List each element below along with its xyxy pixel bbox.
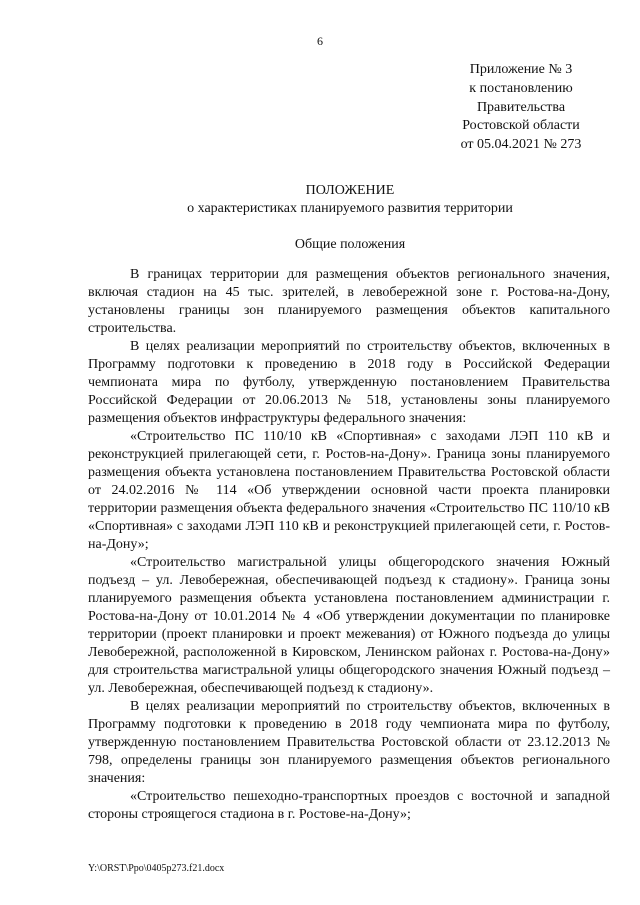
body-paragraph: В границах территории для размещения объектов регионального значения, включая стадион на 45 тыс. зрителей, в левобережной зоне г. Ростова-на-Дону, установлены границы зон планируемого размещения объектов капитального строительства. (88, 267, 610, 336)
appendix-line: Приложение № 3 (469, 62, 573, 77)
body-paragraph: «Строительство магистральной улицы общегородского значения Южный подъезд – ул. Левобережная, обеспечивающей подъезд к стадиону». Граница зоны планируемого размещения объекта установлена постановлением администрации г. Ростова-на-Дону от 10.01.2014 № 4 «Об утверждении документации по планировке территории (проект планировки и проект межевания) от Южного подъезда до улицы Левобережной, расположенной в Кировском, Ленинском районах г. Ростова-на-Дону» для строительства магистральной улицы общегородского значения Южный подъезд – ул. Левобережная, обеспечивающей подъезд к стадиону». (88, 555, 610, 696)
document-subtitle: о характеристиках планируемого развития территории (187, 201, 513, 216)
appendix-block (446, 61, 596, 155)
page-number: 6 (317, 34, 323, 48)
appendix-line: к постановлению (469, 80, 573, 96)
appendix-line: Ростовской области (462, 118, 580, 134)
body-paragraph: «Строительство пешеходно-транспортных проездов с восточной и западной стороны строящегося стадиона в г. Ростове-на-Дону»; (88, 789, 610, 822)
document-body (88, 266, 610, 824)
body-paragraph: В целях реализации мероприятий по строительству объектов, включенных в Программу подготовки к проведению в 2018 году чемпионата мира по футболу, утвержденную постановлением Правительства Ростовской области от 23.12.2013 № 798, определены границы зон планируемого размещения объектов регионального значения: (88, 699, 610, 786)
section-heading: Общие положения (294, 237, 406, 252)
document-title: ПОЛОЖЕНИЕ (305, 183, 395, 198)
body-paragraph: «Строительство ПС 110/10 кВ «Спортивная» с заходами ЛЭП 110 кВ и реконструкцией прилегающей сети, г. Ростов-на-Дону». Граница зоны планируемого размещения объекта установлена постановлением Правительства Ростовской области от 24.02.2016 № 114 «Об утверждении основной части проекта планировки территории размещения объекта федерального значения «Строительство ПС 110/10 кВ «Спортивная» с заходами ЛЭП 110 кВ и реконструкцией прилегающей сети, г. Ростов-на-Дону»; (88, 429, 610, 552)
file-path-footer: Y:\ORST\Ppo\0405p273.f21.docx (88, 863, 225, 874)
body-paragraph: В целях реализации мероприятий по строительству объектов, включенных в Программу подготовки к проведению в 2018 году в Российской Федерации чемпионата мира по футболу, утвержденную постановлением Правительства Российской Федерации от 20.06.2013 № 518, установлены зоны планируемого размещения объектов инфраструктуры федерального значения: (88, 339, 610, 426)
appendix-line: от 05.04.2021 № 273 (460, 137, 582, 153)
appendix-line: Правительства (476, 99, 566, 115)
